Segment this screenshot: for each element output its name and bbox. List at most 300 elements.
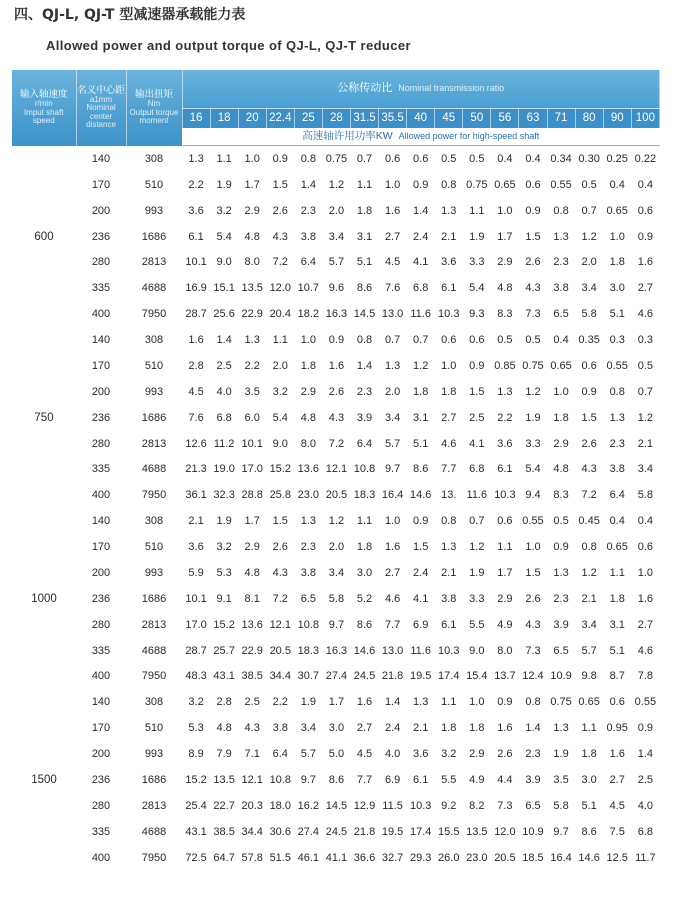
power-cell: 1.9 [216,515,232,528]
power-cell: 21.8 [381,670,404,683]
power-cell: 5.0 [328,748,345,761]
power-cell: 1.8 [553,411,569,424]
power-cell: 14.6 [353,644,376,657]
power-cell: 5.5 [469,618,485,631]
power-cell: 26.0 [438,851,460,864]
output-torque-cell: 2813 [141,618,167,631]
power-cell: 38.5 [241,670,263,683]
power-cell: 4.3 [525,282,541,295]
table-row [12,534,660,560]
power-cell: 0.9 [272,152,288,165]
power-cell: 19.5 [409,670,432,683]
center-distance-cell: 236 [91,411,111,424]
input-speed-cell [12,198,76,224]
power-cell: 4.9 [469,773,485,786]
power-cell: 4.6 [637,644,654,657]
power-cell: 1.1 [609,566,625,579]
power-cell: 4.8 [216,722,232,735]
power-cell: 7.9 [216,748,232,761]
power-cell: 1.4 [525,722,541,735]
power-cell: 6.1 [188,230,204,243]
ratio-header-cell: 71 [547,109,575,129]
power-cell: 7.2 [272,256,288,269]
power-cell: 6.9 [413,618,429,631]
power-cell: 2.8 [216,696,232,709]
power-cell: 13.0 [381,308,404,321]
power-cell: 0.9 [581,385,597,398]
center-distance-cell: 335 [91,825,111,838]
power-cell: 0.4 [497,152,513,165]
power-cell: 9.0 [216,256,232,269]
power-cell: 3.2 [216,541,232,554]
power-cell: 2.1 [581,592,597,605]
table-row [12,327,660,353]
power-cell: 64.7 [213,851,235,864]
power-cell: 2.6 [581,437,597,450]
table-row [12,224,660,250]
output-torque-cell: 308 [144,334,164,347]
input-speed-cell [12,301,76,327]
power-cell: 3.1 [413,411,429,424]
power-cell: 0.34 [550,152,572,165]
center-distance-cell: 236 [91,230,111,243]
output-torque-cell: 2813 [141,799,167,812]
power-cell: 2.2 [272,696,288,709]
power-cell: 2.2 [244,359,260,372]
power-cell: 5.4 [469,282,485,295]
power-cell: 1.7 [328,696,345,709]
output-torque-cell: 4688 [141,282,167,295]
power-cell: 20.5 [269,644,291,657]
power-cell: 9.8 [581,670,597,683]
power-cell: 0.8 [581,541,597,554]
power-cell: 10.3 [438,308,460,321]
power-cell: 6.1 [413,773,429,786]
power-cell: 1.2 [328,515,345,528]
power-cell: 3.8 [609,463,625,476]
power-cell: 12.4 [522,670,544,683]
power-cell: 4.3 [272,566,288,579]
power-cell: 2.6 [525,256,541,269]
power-cell: 2.2 [497,411,513,424]
power-cell: 5.3 [216,566,232,579]
power-cell: 0.8 [441,515,457,528]
power-cell: 0.6 [581,359,597,372]
power-cell: 18.3 [353,489,376,502]
header-output-torque: 输出扭矩 Nm Output torque moment [126,70,182,146]
power-cell: 27.4 [325,670,348,683]
power-cell: 34.4 [241,825,263,838]
power-cell: 3.8 [441,592,457,605]
header-nominal-ratio: 公称传动比 Nominal transmission ratio [182,70,660,109]
power-cell: 0.9 [413,178,429,191]
power-cell: 2.3 [553,592,569,605]
output-torque-cell: 1686 [141,592,167,605]
power-cell: 10.3 [494,489,516,502]
power-cell: 9.1 [216,592,232,605]
header-center-distance: 名义中心距 a1mm Nominal center distance [76,70,126,146]
table-row [12,767,660,793]
power-cell: 14.5 [325,799,348,812]
power-cell: 2.9 [244,204,260,217]
center-distance-cell: 170 [91,541,111,554]
center-distance-cell: 335 [91,282,111,295]
power-cell: 12.0 [494,825,516,838]
ratio-header-cell: 18 [210,109,238,129]
power-cell: 18.0 [269,799,291,812]
power-cell: 3.8 [272,722,288,735]
power-cell: 2.1 [637,437,654,450]
power-cell: 0.8 [441,178,457,191]
power-cell: 6.4 [272,748,288,761]
power-cell: 5.9 [188,566,204,579]
power-cell: 1.4 [300,178,316,191]
power-cell: 8.9 [188,748,204,761]
power-cell: 0.65 [550,359,572,372]
ratio-header-cell: 63 [519,109,547,129]
power-cell: 2.9 [244,541,260,554]
power-cell: 1.8 [441,385,457,398]
center-distance-cell: 200 [91,385,111,398]
power-cell: 1.6 [497,722,513,735]
power-cell: 2.7 [384,230,401,243]
power-cell: 5.1 [609,308,625,321]
power-cell: 0.9 [413,515,429,528]
power-cell: 2.1 [441,566,457,579]
power-cell: 3.4 [384,411,401,424]
output-torque-cell: 993 [144,385,164,398]
power-cell: 21.8 [353,825,376,838]
power-cell: 1.1 [469,204,485,217]
power-cell: 22.7 [213,799,235,812]
power-cell: 7.3 [497,799,513,812]
input-speed-cell [12,482,76,508]
input-speed-cell [12,845,76,871]
output-torque-cell: 308 [144,152,164,165]
table-row [12,793,660,819]
power-cell: 4.6 [441,437,457,450]
power-cell: 25.6 [213,308,235,321]
table-row [12,431,660,457]
power-cell: 1.2 [637,411,654,424]
power-cell: 9.7 [328,618,345,631]
power-cell: 4.5 [609,799,625,812]
ratio-header-cell: 80 [575,109,603,129]
power-cell: 1.3 [188,152,204,165]
power-cell: 3.1 [609,618,625,631]
power-cell: 5.3 [188,722,204,735]
power-cell: 0.65 [606,541,628,554]
power-cell: 8.0 [244,256,260,269]
power-cell: 1.2 [581,230,597,243]
ratio-header-cell: 16 [182,109,210,129]
power-cell: 2.7 [637,618,654,631]
power-cell: 10.7 [297,282,320,295]
power-cell: 1.6 [384,204,401,217]
power-cell: 72.5 [185,851,207,864]
output-torque-cell: 993 [144,204,164,217]
power-cell: 0.4 [525,152,541,165]
input-speed-cell [12,560,76,586]
power-cell: 36.6 [353,851,376,864]
power-cell: 0.4 [609,178,625,191]
power-cell: 3.6 [413,748,429,761]
power-cell: 3.6 [497,437,513,450]
center-distance-cell: 200 [91,748,111,761]
power-cell: 0.6 [609,696,625,709]
power-cell: 28.8 [241,489,263,502]
power-cell: 6.4 [609,489,625,502]
power-cell: 0.75 [325,152,348,165]
ratio-header-cell: 45 [435,109,463,129]
power-cell: 14.5 [353,308,376,321]
center-distance-cell: 280 [91,618,111,631]
power-cell: 16.3 [325,308,348,321]
power-cell: 6.1 [441,282,457,295]
power-cell: 0.5 [525,334,541,347]
power-cell: 25.4 [185,799,207,812]
header-allowed-power: 高速轴许用功率KW Allowed power for high-speed shaft [182,128,660,146]
power-cell: 1.5 [525,230,541,243]
center-distance-cell: 400 [91,851,111,864]
input-speed-cell [12,146,76,172]
power-cell: 1.1 [272,334,288,347]
power-cell: 1.1 [216,152,232,165]
power-cell: 1.3 [441,204,457,217]
input-speed-cell [12,508,76,534]
center-distance-cell: 140 [91,334,111,347]
power-cell: 15.2 [185,773,207,786]
power-cell: 2.0 [581,256,597,269]
power-cell: 8.6 [413,463,429,476]
output-torque-cell: 7950 [141,851,167,864]
output-torque-cell: 4688 [141,644,167,657]
power-cell: 21.3 [185,463,207,476]
input-speed-cell [12,793,76,819]
power-cell: 1.4 [384,696,401,709]
power-cell: 0.7 [413,334,429,347]
power-cell: 1.2 [581,566,597,579]
power-cell: 1.5 [469,385,485,398]
power-cell: 1.8 [413,385,429,398]
power-cell: 1.2 [525,385,541,398]
output-torque-cell: 308 [144,515,164,528]
input-speed-cell [12,250,76,276]
power-cell: 11.7 [635,851,656,864]
ratio-header-cell: 100 [631,109,659,129]
power-cell: 2.9 [497,256,513,269]
power-cell: 0.6 [637,541,654,554]
power-cell: 4.5 [384,256,401,269]
power-cell: 32.7 [381,851,404,864]
power-cell: 19.5 [381,825,404,838]
power-cell: 3.3 [469,592,485,605]
power-cell: 0.35 [578,334,600,347]
power-cell: 10.9 [550,670,572,683]
power-cell: 0.9 [637,230,654,243]
center-distance-cell: 400 [91,670,111,683]
power-cell: 8.1 [244,592,260,605]
output-torque-cell: 510 [144,178,164,191]
power-cell: 0.4 [553,334,569,347]
power-cell: 0.5 [441,152,457,165]
table-row [12,457,660,483]
power-cell: 16.3 [325,644,348,657]
power-cell: 0.85 [494,359,516,372]
power-cell: 5.7 [328,256,345,269]
power-cell: 7.3 [525,308,541,321]
power-cell: 2.7 [384,566,401,579]
power-cell: 20.3 [241,799,263,812]
power-cell: 9.4 [525,489,541,502]
power-cell: 6.4 [300,256,316,269]
table-row [12,198,660,224]
power-cell: 17.4 [438,670,460,683]
power-cell: 4.8 [244,230,260,243]
power-cell: 10.8 [297,618,320,631]
power-cell: 7.8 [637,670,654,683]
power-cell: 0.6 [413,152,429,165]
power-cell: 12.9 [353,799,376,812]
power-cell: 15.2 [213,618,235,631]
output-torque-cell: 4688 [141,463,167,476]
table-row [12,715,660,741]
power-cell: 1.3 [497,385,513,398]
power-cell: 11.6 [410,308,431,321]
power-cell: 23.0 [466,851,488,864]
output-torque-cell: 2813 [141,437,167,450]
power-cell: 1.8 [356,541,373,554]
page-title-en: Allowed power and output torque of QJ-L, QJ-T reducer [46,38,411,53]
power-cell: 10.8 [269,773,291,786]
power-cell: 15.5 [438,825,460,838]
table-row [12,379,660,405]
power-cell: 1.0 [637,566,654,579]
power-cell: 13.0 [381,644,404,657]
power-cell: 0.3 [637,334,654,347]
power-cell: 8.0 [300,437,316,450]
power-cell: 3.8 [300,566,316,579]
power-cell: 4.8 [244,566,260,579]
output-torque-cell: 1686 [141,411,167,424]
power-cell: 2.5 [244,696,260,709]
power-cell: 41.1 [325,851,348,864]
power-cell: 15.1 [213,282,235,295]
power-cell: 0.3 [609,334,625,347]
power-cell: 30.7 [297,670,320,683]
power-cell: 9.3 [469,308,485,321]
power-cell: 4.1 [413,256,429,269]
power-cell: 2.5 [469,411,485,424]
power-cell: 7.6 [384,282,401,295]
power-cell: 8.6 [581,825,597,838]
power-cell: 20.5 [325,489,348,502]
power-cell: 0.4 [609,515,625,528]
input-speed-cell [12,638,76,664]
power-cell: 12.0 [269,282,291,295]
power-cell: 9.7 [553,825,569,838]
power-cell: 0.7 [356,152,373,165]
power-cell: 4.3 [272,230,288,243]
power-cell: 6.5 [553,644,569,657]
capacity-table [12,70,660,871]
power-cell: 1.2 [469,541,485,554]
power-cell: 6.0 [244,411,260,424]
input-speed-cell: 1500 [31,773,57,786]
power-cell: 12.5 [606,851,628,864]
power-cell: 0.75 [466,178,488,191]
power-cell: 1.0 [441,359,457,372]
input-speed-cell [12,715,76,741]
power-cell: 1.3 [553,722,569,735]
center-distance-cell: 200 [91,204,111,217]
power-cell: 10.3 [409,799,432,812]
power-cell: 0.8 [356,334,373,347]
power-cell: 3.4 [300,722,316,735]
power-cell: 0.9 [637,722,654,735]
power-cell: 25.8 [269,489,291,502]
power-cell: 1.7 [497,566,513,579]
power-cell: 5.8 [553,799,569,812]
power-cell: 10.1 [241,437,263,450]
ratio-header-cell: 90 [603,109,631,129]
center-distance-cell: 236 [91,592,111,605]
power-cell: 0.65 [494,178,516,191]
power-cell: 4.8 [553,463,569,476]
power-cell: 1.5 [413,541,429,554]
power-cell: 3.6 [188,541,204,554]
power-cell: 8.0 [497,644,513,657]
output-torque-cell: 510 [144,541,164,554]
table-row [12,250,660,276]
power-cell: 6.8 [637,825,654,838]
output-torque-cell: 4688 [141,825,167,838]
power-cell: 0.55 [634,696,657,709]
power-cell: 2.7 [637,282,654,295]
power-cell: 1.5 [272,515,288,528]
power-cell: 3.9 [356,411,373,424]
power-cell: 0.65 [578,696,600,709]
input-speed-cell [12,275,76,301]
power-cell: 1.0 [244,152,260,165]
power-cell: 1.4 [637,748,654,761]
power-cell: 5.2 [356,592,373,605]
power-cell: 14.6 [578,851,600,864]
power-cell: 1.1 [356,178,373,191]
power-cell: 1.7 [244,178,260,191]
power-cell: 2.3 [300,204,316,217]
power-cell: 1.8 [356,204,373,217]
power-cell: 2.6 [525,592,541,605]
power-cell: 0.75 [550,696,572,709]
power-cell: 0.8 [525,696,541,709]
power-cell: 2.3 [300,541,316,554]
power-cell: 7.2 [272,592,288,605]
power-cell: 16.4 [381,489,404,502]
power-cell: 0.5 [553,515,569,528]
center-distance-cell: 280 [91,256,111,269]
power-cell: 1.1 [356,515,373,528]
power-cell: 0.6 [637,204,654,217]
power-cell: 2.9 [469,748,485,761]
power-cell: 0.30 [578,152,600,165]
ratio-header-cell: 20 [238,109,266,129]
power-cell: 11.5 [382,799,403,812]
power-cell: 1.5 [581,411,597,424]
page-title-cn: 四、QJ-L, QJ-T 型减速器承载能力表 [14,7,246,23]
power-cell: 6.5 [553,308,569,321]
power-cell: 4.3 [581,463,597,476]
